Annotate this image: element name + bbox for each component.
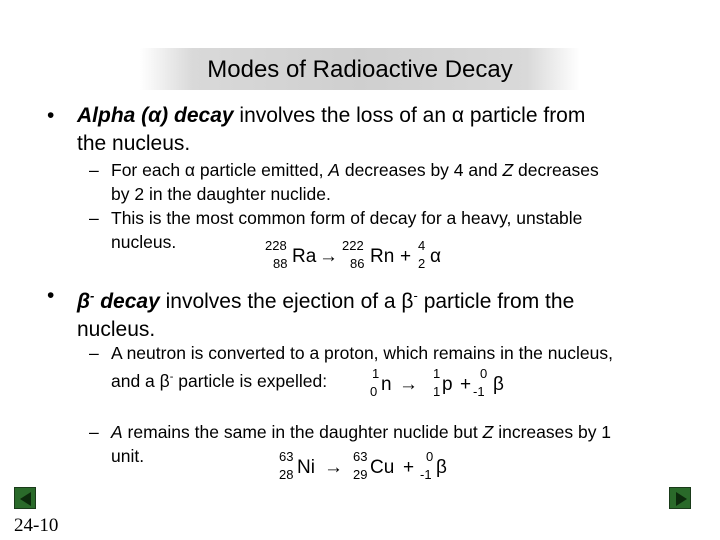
atomic-number: 28 <box>279 467 294 482</box>
atomic-number: 29 <box>353 467 368 482</box>
plus: + <box>403 457 415 478</box>
text: A neutron is converted to a proton, which remains in the nucleus, <box>111 343 613 363</box>
beta-term: β <box>77 290 91 313</box>
beta-symbol: β <box>493 374 504 395</box>
arrow: → <box>319 246 338 267</box>
beta-decay-term: decay <box>94 290 160 313</box>
text: by 2 in the daughter nuclide. <box>111 184 331 204</box>
bullet-text-line2: nucleus. <box>77 318 156 341</box>
var-A: A <box>328 160 340 180</box>
var-A: A <box>111 422 123 442</box>
mass-number: 1 <box>372 366 380 381</box>
triangle-right-icon <box>670 488 692 510</box>
plus: + <box>400 246 412 267</box>
text: and a β <box>111 370 170 391</box>
text: remains the same in the daughter nuclide but <box>122 422 483 442</box>
mass-number: 0 <box>480 366 488 381</box>
text: nucleus. <box>111 232 177 252</box>
mass-number: 63 <box>279 449 294 464</box>
slide-title: Modes of Radioactive Decay <box>207 56 513 83</box>
bullet-text: particle from the <box>417 290 575 313</box>
mass-number: 228 <box>265 238 287 253</box>
var-Z: Z <box>502 160 514 180</box>
text: decreases <box>513 160 599 180</box>
atomic-number: 1 <box>433 384 441 399</box>
dash: – <box>89 343 99 363</box>
bullet-alpha <box>47 102 586 158</box>
atomic-number: 88 <box>273 256 288 271</box>
atomic-number: 86 <box>350 256 365 271</box>
arrow: → <box>399 374 418 395</box>
element-symbol: p <box>442 374 453 395</box>
atomic-number: 0 <box>370 384 378 399</box>
bullet-text-line2: the nucleus. <box>77 132 191 155</box>
mass-number: 1 <box>433 366 441 381</box>
sub-bullet-alpha-1 <box>89 158 599 206</box>
beta-symbol: β <box>436 457 447 478</box>
text: This is the most common form of decay for a heavy, unstable <box>111 208 583 228</box>
dash: – <box>89 160 99 180</box>
text: decreases by 4 and <box>339 160 503 180</box>
bullet-text: involves the loss of an α particle from <box>233 104 586 127</box>
bullet-dot: • <box>47 284 55 307</box>
element-symbol: Cu <box>370 457 395 478</box>
mass-number: 222 <box>342 238 364 253</box>
element-symbol: Ni <box>297 457 315 478</box>
sub-bullet-beta-1 <box>89 341 613 393</box>
atomic-number: -1 <box>420 467 432 482</box>
element-symbol: Ra <box>292 246 317 267</box>
mass-number: 4 <box>418 238 426 253</box>
atomic-number: -1 <box>473 384 485 399</box>
text: increases by 1 <box>493 422 612 442</box>
next-slide-button[interactable] <box>669 487 691 509</box>
text: For each α particle emitted, <box>111 160 329 180</box>
alpha-symbol: α <box>430 246 441 267</box>
mass-number: 63 <box>353 449 368 464</box>
superscript: - <box>90 288 95 303</box>
atomic-number: 2 <box>418 256 426 271</box>
text: unit. <box>111 446 145 466</box>
text: particle is expelled: <box>173 370 328 391</box>
element-symbol: n <box>381 374 392 395</box>
triangle-left-icon <box>15 488 37 510</box>
bullet-beta <box>47 282 575 344</box>
superscript: - <box>169 371 174 383</box>
plus: + <box>460 374 472 395</box>
bullet-text: involves the ejection of a β <box>159 290 414 313</box>
element-symbol: Rn <box>370 246 395 267</box>
dash: – <box>89 422 99 442</box>
mass-number: 0 <box>426 449 434 464</box>
dash: – <box>89 208 99 228</box>
superscript: - <box>413 288 418 303</box>
arrow: → <box>324 457 343 478</box>
alpha-decay-term: Alpha (α) decay <box>77 104 234 127</box>
slide-number: 24-10 <box>14 515 59 536</box>
previous-slide-button[interactable] <box>14 487 36 509</box>
bullet-dot: • <box>47 104 55 127</box>
var-Z: Z <box>482 422 494 442</box>
